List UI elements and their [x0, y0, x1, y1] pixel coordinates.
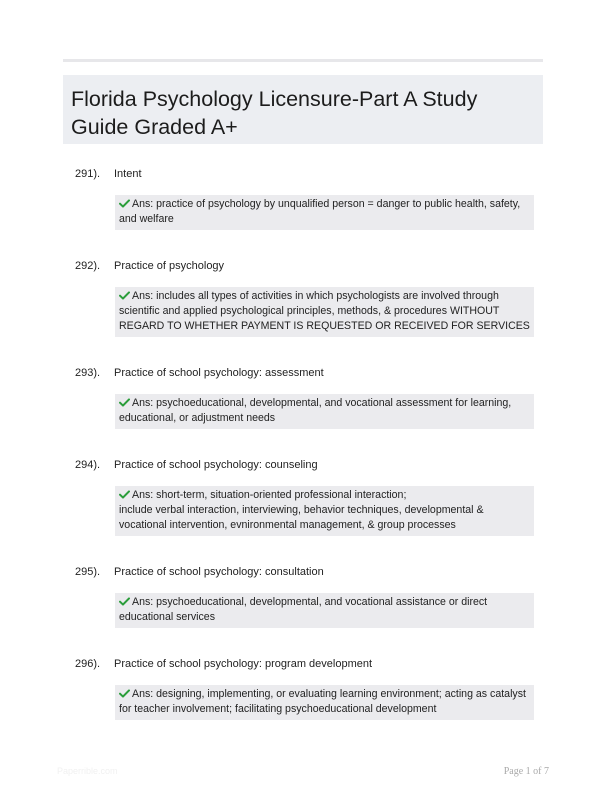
qa-list — [63, 167, 543, 720]
qa-item — [63, 657, 543, 720]
answer-box — [115, 195, 534, 230]
answer-text: Ans: psychoeducational, developmental, and vocational assessment for learning, educational, or adjustment needs — [119, 397, 512, 424]
document-title: Florida Psychology Licensure-Part A Study Guide Graded A+ — [71, 87, 478, 139]
question-row — [63, 565, 543, 580]
answer-box — [115, 486, 534, 536]
qa-item — [63, 167, 543, 230]
check-icon — [119, 199, 130, 208]
question-number: 292). — [75, 260, 101, 272]
qa-item — [63, 458, 543, 536]
answer-box — [115, 287, 534, 337]
check-icon — [119, 597, 130, 606]
question-text: Practice of school psychology: program development — [114, 658, 373, 670]
answer-text: Ans: includes all types of activities in which psychologists are involved through scientific and applied psychological principles, methods, & procedures WITHOUT REGARD TO WHETHER PAYMENT IS REQUESTED OR RECEIVED FOR SERVICES — [119, 290, 530, 332]
question-row — [63, 259, 543, 274]
answer-text: Ans: psychoeducational, developmental, and vocational assistance or direct educational services — [119, 596, 488, 623]
qa-item — [63, 565, 543, 628]
question-row — [63, 366, 543, 381]
answer-box — [115, 685, 534, 720]
qa-item — [63, 259, 543, 337]
answer-text: Ans: designing, implementing, or evaluating learning environment; acting as catalyst for teacher involvement; facilitating psychoeducational development — [119, 688, 526, 715]
question-number: 295). — [75, 566, 101, 578]
question-number: 293). — [75, 367, 101, 379]
question-row — [63, 167, 543, 182]
check-icon — [119, 490, 130, 499]
question-text: Intent — [114, 168, 142, 180]
question-number: 296). — [75, 658, 101, 670]
question-row — [63, 657, 543, 672]
page-number: Page 1 of 7 — [503, 766, 549, 777]
question-text: Practice of psychology — [114, 260, 225, 272]
check-icon — [119, 291, 130, 300]
check-icon — [119, 689, 130, 698]
answer-box — [115, 593, 534, 628]
question-text: Practice of school psychology: consultation — [114, 566, 324, 578]
document-header — [63, 75, 543, 144]
question-number: 291). — [75, 168, 101, 180]
question-number: 294). — [75, 459, 101, 471]
question-text: Practice of school psychology: assessment — [114, 367, 324, 379]
top-divider — [63, 59, 543, 62]
answer-text: Ans: short-term, situation-oriented professional interaction; include verbal interaction, interviewing, behavior techniques, developmental & vocational intervention, evnironmental management, & group processes — [119, 489, 484, 531]
check-icon — [119, 398, 130, 407]
answer-box — [115, 394, 534, 429]
qa-item — [63, 366, 543, 429]
question-text: Practice of school psychology: counseling — [114, 459, 318, 471]
question-row — [63, 458, 543, 473]
footer-watermark: Paperrible.com — [57, 766, 118, 776]
answer-text: Ans: practice of psychology by unqualified person = danger to public health, safety, and welfare — [119, 198, 521, 225]
